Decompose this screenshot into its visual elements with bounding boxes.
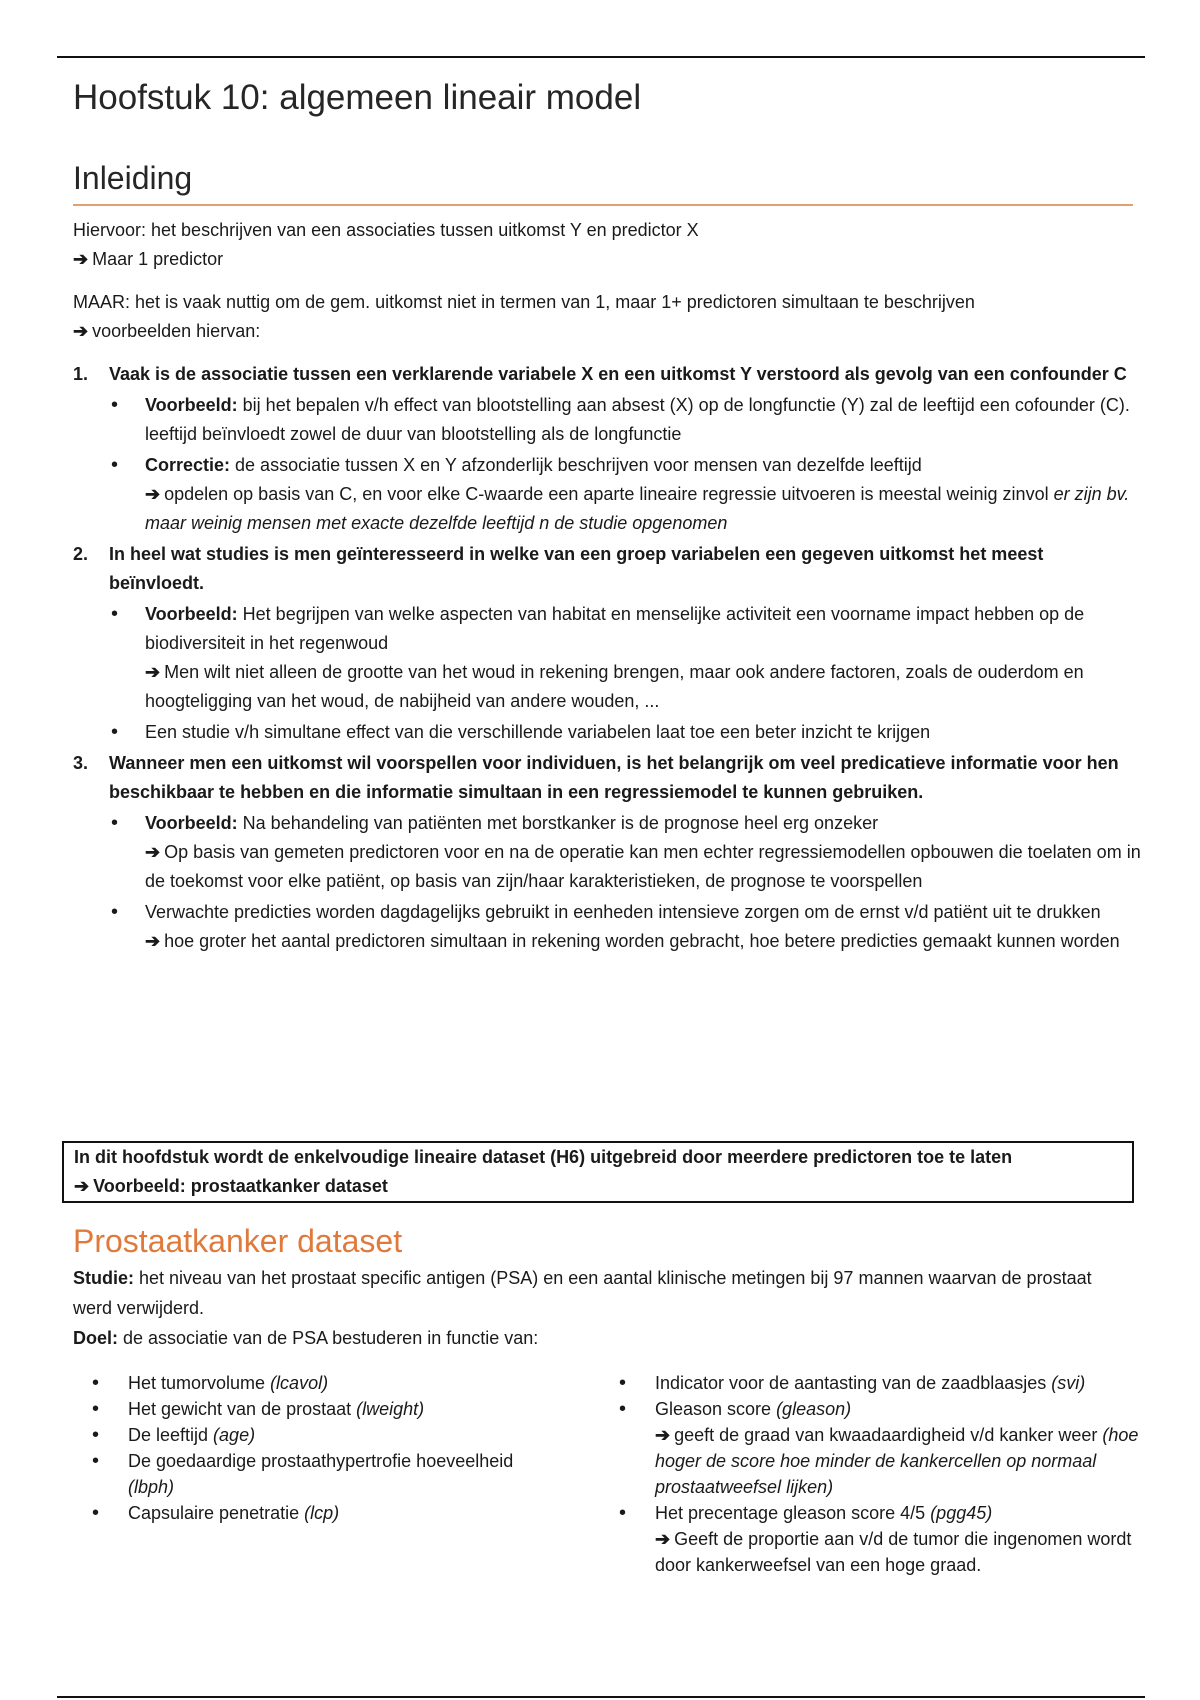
list-item <box>73 360 1143 538</box>
arrow-icon: ➔ <box>655 1529 671 1549</box>
list-item-heading: Wanneer men een uitkomst wil voorspellen voor individuen, is het belangrijk om veel predicatieve informatie voor hen beschikbaar te hebben en die informatie simultaan in een regressiemodel te kunnen gebruiken. <box>109 753 1119 802</box>
list-item: • Indicator voor de aantasting van de zaadblaasjes (svi) <box>617 1370 1147 1396</box>
page-title: Hoofstuk 10: algemeen lineair model <box>73 78 642 117</box>
list-item <box>73 540 1143 747</box>
sub-item: • Correctie: de associatie tussen X en Y afzonderlijk beschrijven voor mensen van dezelfde leeftijd ➔ opdelen op basis van C, en voor elke C-waarde een aparte lineaire regressie uitvoeren is meestal weinig zinvol er zijn bv. maar weinig mensen met exacte dezelfde leeftijd n de studie opgenomen <box>109 451 1143 538</box>
sub-item: • Verwachte predicties worden dagdagelijks gebruikt in eenheden intensieve zorgen om de ernst v/d patiënt uit te drukken ➔ hoe groter het aantal predictoren simultaan in rekening worden gebracht, hoe betere predicties gemaakt kunnen worden <box>109 898 1143 956</box>
intro-paragraph-2: MAAR: het is vaak nuttig om de gem. uitkomst niet in termen van 1, maar 1+ predictoren simultaan te beschrijven <box>73 292 975 312</box>
summary-line-1: In dit hoofdstuk wordt de enkelvoudige lineaire dataset (H6) uitgebreid door meerdere predictoren toe te laten <box>74 1147 1013 1167</box>
heading-underline <box>73 204 1133 206</box>
arrow-icon: ➔ <box>73 321 89 341</box>
goal-line: Doel: de associatie van de PSA bestuderen in functie van: <box>73 1328 539 1348</box>
section-heading-inleiding: Inleiding <box>73 160 193 196</box>
predictor-list-left <box>90 1370 550 1526</box>
sub-item: • Voorbeeld: Na behandeling van patiënten met borstkanker is de prognose heel erg onzeker ➔ Op basis van gemeten predictoren voor en na de operatie kan men echter regressiemodellen opbouwen die toelaten om in de toekomst voor elke patiënt, op basis van zijn/haar karakteristieken, de prognose te voorspellen <box>109 809 1143 896</box>
arrow-icon: ➔ <box>73 249 89 269</box>
list-item <box>73 749 1143 956</box>
list-item: • Gleason score (gleason) ➔ geeft de graad van kwaadaardigheid v/d kanker weer (hoe hoger de score hoe minder de kankercellen op normaal prostaatweefsel lijken) <box>617 1396 1147 1500</box>
list-number: 1. <box>73 364 89 384</box>
list-item: • Het gewicht van de prostaat (lweight) <box>90 1396 550 1422</box>
list-number: 2. <box>73 544 89 564</box>
intro-arrow-1: ➔ Maar 1 predictor <box>73 249 224 269</box>
sub-item: • Voorbeeld: Het begrijpen van welke aspecten van habitat en menselijke activiteit een voorname impact hebben op de biodiversiteit in het regenwoud ➔ Men wilt niet alleen de grootte van het woud in rekening brengen, maar ook andere factoren, zoals de ouderdom en hoogteligging van het woud, de nabijheid van andere wouden, ... <box>109 600 1143 716</box>
arrow-icon: ➔ <box>145 842 161 862</box>
intro-paragraph-1: Hiervoor: het beschrijven van een associaties tussen uitkomst Y en predictor X <box>73 220 699 240</box>
sub-item: • Een studie v/h simultane effect van die verschillende variabelen laat toe een beter inzicht te krijgen <box>109 718 1143 747</box>
intro-arrow-2: ➔ voorbeelden hiervan: <box>73 321 261 341</box>
list-item: • De leeftijd (age) <box>90 1422 550 1448</box>
list-number: 3. <box>73 753 89 773</box>
arrow-icon: ➔ <box>655 1425 671 1445</box>
sub-item: • Voorbeeld: bij het bepalen v/h effect van blootstelling aan absest (X) op de longfunctie (Y) zal de leeftijd een cofounder (C). leeftijd beïnvloedt zowel de duur van blootstelling als de longfunctie <box>109 391 1143 449</box>
list-item-heading: In heel wat studies is men geïnteresseerd in welke van een groep variabelen een gegeven uitkomst het meest beïnvloedt. <box>109 544 1044 593</box>
list-item: • Capsulaire penetratie (lcp) <box>90 1500 550 1526</box>
list-item: • Het precentage gleason score 4/5 (pgg45) ➔ Geeft de proportie aan v/d de tumor die ingenomen wordt door kankerweefsel van een hoge graad. <box>617 1500 1147 1578</box>
sub-list <box>109 809 1143 956</box>
sub-list <box>109 600 1143 747</box>
study-description <box>73 1263 1133 1353</box>
arrow-icon: ➔ <box>74 1176 90 1196</box>
list-item-heading: Vaak is de associatie tussen een verklarende variabele X en een uitkomst Y verstoord als gevolg van een confounder C <box>109 364 1127 384</box>
page-body <box>73 68 1143 958</box>
arrow-icon: ➔ <box>145 484 161 504</box>
bottom-rule <box>57 1696 1145 1698</box>
summary-line-2: ➔ Voorbeeld: prostaatkanker dataset <box>74 1176 388 1196</box>
summary-box <box>62 1141 1134 1203</box>
study-line: Studie: het niveau van het prostaat specific antigen (PSA) en een aantal klinische metingen bij 97 mannen waarvan de prostaat werd verwijderd. <box>73 1268 1092 1318</box>
predictor-list-right <box>617 1370 1147 1578</box>
list-item: • De goedaardige prostaathypertrofie hoeveelheid (lbph) <box>90 1448 550 1500</box>
section-heading-prostaatkanker: Prostaatkanker dataset <box>73 1223 403 1259</box>
top-rule <box>57 56 1145 58</box>
sub-list <box>109 391 1143 538</box>
arrow-icon: ➔ <box>145 931 161 951</box>
arrow-icon: ➔ <box>145 662 161 682</box>
list-item: • Het tumorvolume (lcavol) <box>90 1370 550 1396</box>
examples-list <box>73 360 1143 956</box>
